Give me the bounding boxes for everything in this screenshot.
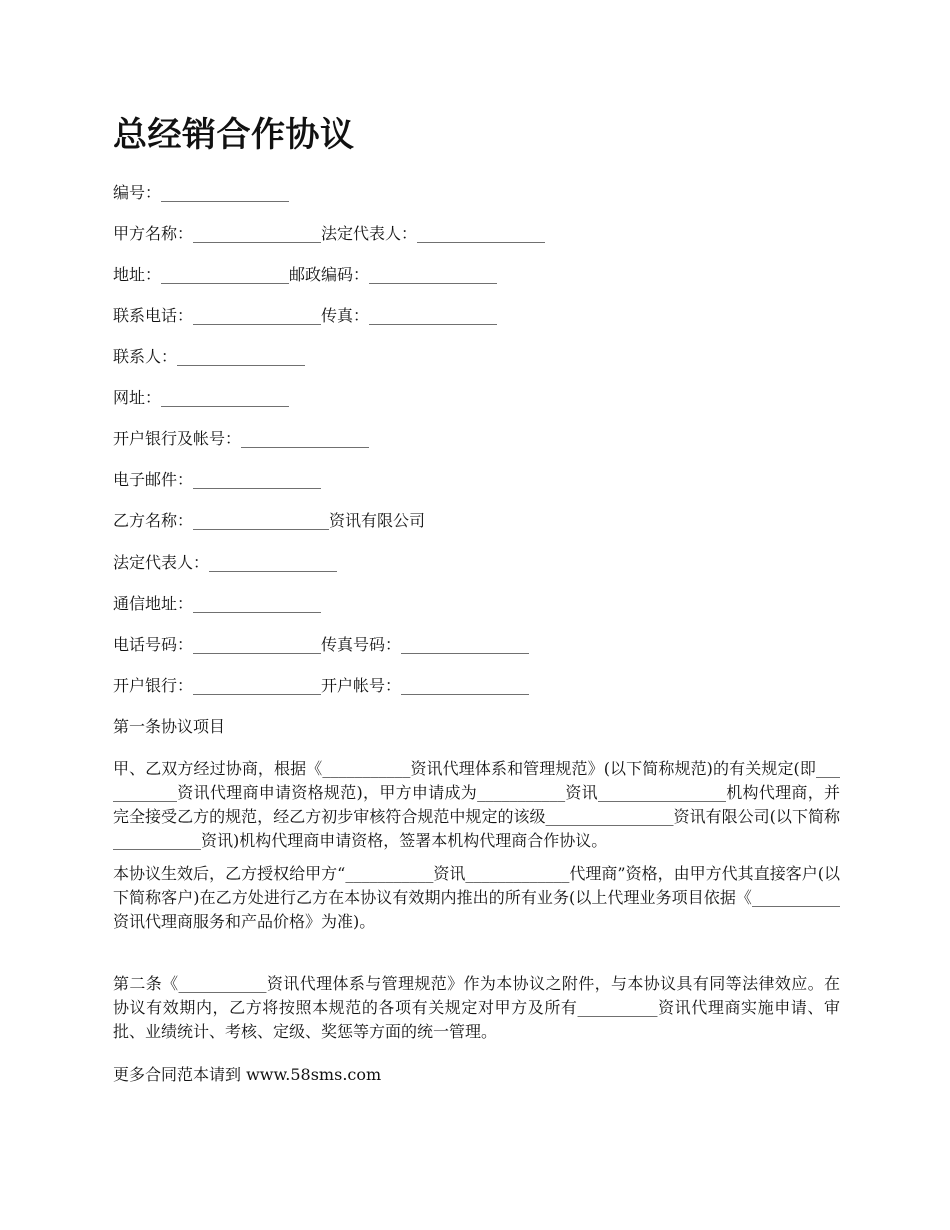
footer-note: 更多合同范本请到 www.58sms.com: [113, 1065, 382, 1084]
field-party-b-bank: 开户银行：________________开户帐号：________________: [113, 676, 530, 695]
field-party-b-name: 乙方名称：_________________资讯有限公司: [113, 511, 426, 530]
field-contract-number: 编号：________________: [113, 183, 290, 202]
field-party-a-website: 网址：________________: [113, 388, 290, 407]
article-1-heading: 第一条协议项目: [113, 717, 226, 736]
field-party-b-phone: 电话号码：________________传真号码：________________: [113, 635, 530, 654]
field-party-a-contact: 联系人：________________: [113, 347, 306, 366]
field-party-b-representative: 法定代表人：________________: [113, 553, 338, 572]
field-party-a-bank: 开户银行及帐号：________________: [113, 429, 370, 448]
paragraph-article-2: 第二条《___________资讯代理体系与管理规范》作为本协议之附件，与本协议具有同等法律效应。在协议有效期内，乙方将按照本规范的各项有关规定对甲方及所有__________资讯代理商实施申请、审批、业绩统计、考核、定级、奖惩等方面的统一管理。: [113, 974, 840, 1041]
paragraph-article-1-terms: 甲、乙双方经过协商，根据《___________资讯代理体系和管理规范》(以下简称规范)的有关规定(即___________资讯代理商申请资格规范)，甲方申请成为___________资讯________________机构代理商，并完全接受乙方的规范，经乙方初步审核符合规范中规定的该级________________资讯有限公司(以下简称___________资讯)机构代理商申请资格，签署本机构代理商合作协议。: [113, 759, 840, 850]
field-party-a-email: 电子邮件：________________: [113, 470, 322, 489]
field-party-a-name: 甲方名称：________________法定代表人：________________: [113, 224, 546, 243]
field-party-a-phone: 联系电话：________________传真：________________: [113, 306, 498, 325]
field-party-a-address: 地址：________________邮政编码：________________: [113, 265, 498, 284]
paragraph-authorization: 本协议生效后，乙方授权给甲方“___________资讯_____________代理商”资格，由甲方代其直接客户(以下简称客户)在乙方处进行乙方在本协议有效期内推出的所有业务(以上代理业务项目依据《___________资讯代理商服务和产品价格》为准)。: [113, 864, 840, 931]
field-party-b-address: 通信地址：________________: [113, 594, 322, 613]
document-title: 总经销合作协议: [113, 115, 355, 155]
